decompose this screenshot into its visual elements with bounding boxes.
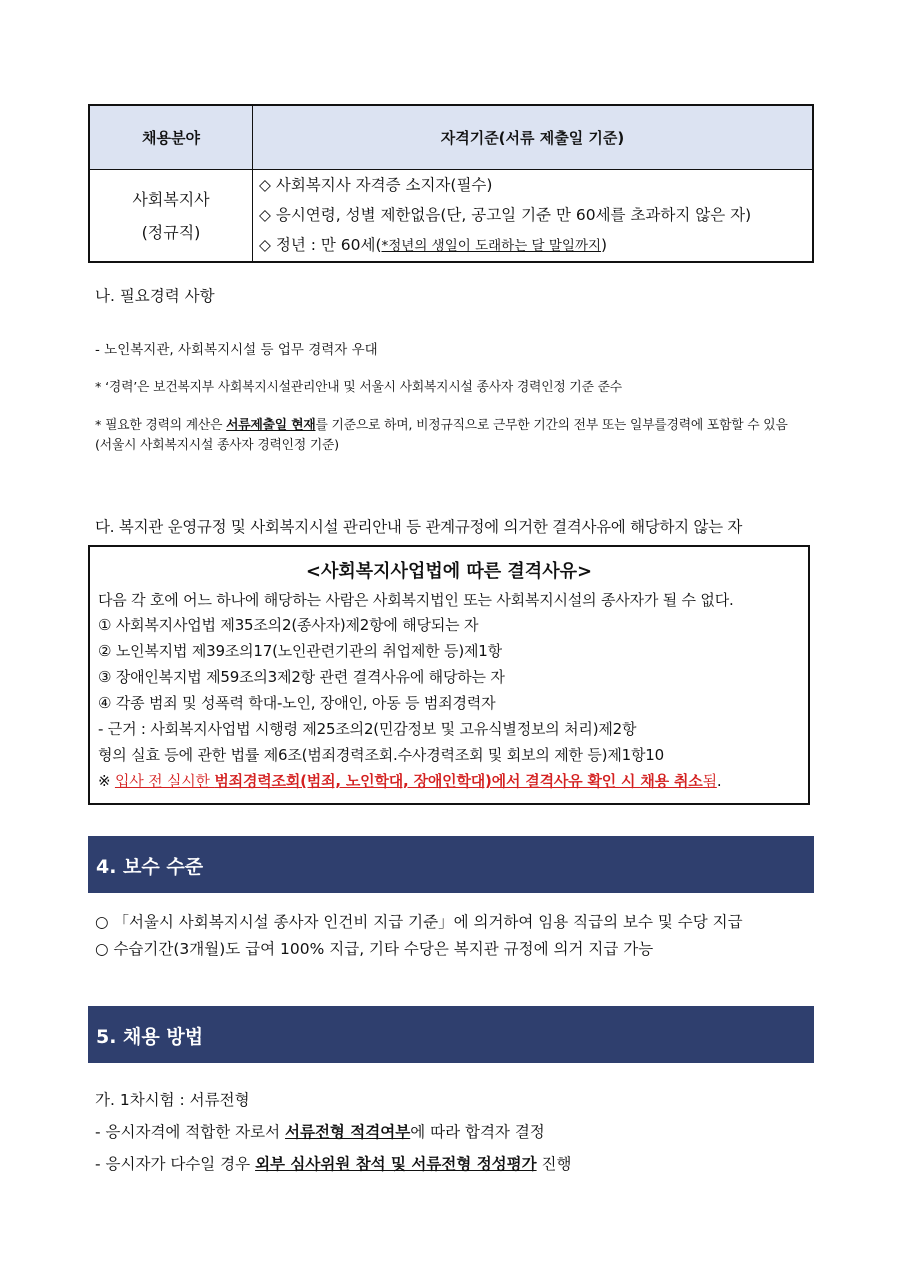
field-name: 사회복지사 (132, 189, 210, 209)
field-type: (정규직) (141, 222, 201, 242)
section-da-title: 다. 복지관 운영규정 및 사회복지시설 관리안내 등 관계규정에 의거한 결격사유에 해당하지 않는 자 (95, 518, 743, 536)
qualification-table (88, 104, 814, 263)
criteria-line-3 (253, 230, 812, 261)
disqualification-basis-2: 형의 실효 등에 관한 법률 제6조(범죄경력조회.수사경력조회 및 회보의 제한 등)제1항10 (98, 746, 664, 764)
section-4-title: 4. 보수 수준 (96, 856, 204, 878)
section-na-note-2 (95, 414, 788, 433)
warning-period: . (716, 772, 722, 790)
table-header-row (89, 105, 813, 170)
note-2-suffix: 를 기준으로 하며, 비정규직으로 근무한 기간의 전부 또는 일부를경력에 포함할 수 있음 (315, 418, 788, 433)
line-2-prefix: - 응시자격에 적합한 자로서 (95, 1123, 286, 1141)
warning-mark: ※ (98, 772, 115, 790)
criteria-line-2: ◇ 응시연령, 성별 제한없음(단, 공고일 기준 만 60세를 초과하지 않은 자) (259, 206, 752, 224)
warning-text-2: 범죄경력조회(범죄, 노인학대, 장애인학대)에서 결격사유 확인 시 채용 취소 (214, 772, 703, 790)
section-4-banner (88, 836, 814, 893)
criteria-3-suffix: ) (601, 236, 608, 254)
line-3-prefix: - 응시자가 다수일 경우 (95, 1155, 256, 1173)
section-5-line-2 (95, 1120, 545, 1142)
disqualification-item-4: ④ 각종 범죄 및 성폭력 학대-노인, 장애인, 아동 등 범죄경력자 (98, 694, 496, 712)
section-na-note-1: * ‘경력’은 보건복지부 사회복지시설관리안내 및 서울시 사회복지시설 종사자 경력인정 기준 준수 (95, 380, 622, 395)
note-2-prefix: * 필요한 경력의 계산은 (95, 418, 227, 433)
table-row (89, 170, 813, 263)
section-5-banner (88, 1006, 814, 1063)
header-criteria: 자격기준(서류 제출일 기준) (253, 105, 814, 170)
criteria-3-prefix: ◇ 정년 : 만 60세( (259, 236, 382, 254)
section-na-line-1: - 노인복지관, 사회복지시설 등 업무 경력자 우대 (95, 342, 378, 358)
section-na-note-3: (서울시 사회복지시설 종사자 경력인정 기준) (95, 438, 339, 453)
disqualification-basis-1: - 근거 : 사회복지사업법 시행령 제25조의2(민감정보 및 고유식별정보의 처리)제2항 (98, 720, 637, 738)
criteria-line-1: ◇ 사회복지사 자격증 소지자(필수) (259, 176, 493, 194)
note-2-bold: 서류제출일 현재 (226, 418, 316, 433)
disqualification-item-3: ③ 장애인복지법 제59조의3제2항 관련 결격사유에 해당하는 자 (98, 668, 505, 686)
criteria-cell (253, 170, 814, 263)
section-na-title: 나. 필요경력 사항 (95, 287, 215, 305)
retirement-note: *정년의 생일이 도래하는 달 말일까지 (381, 238, 602, 254)
section-4-line-1: ○ 「서울시 사회복지시설 종사자 인건비 지급 기준」에 의거하여 임용 직급의 보수 및 수당 지급 (95, 913, 743, 931)
disqualification-intro: 다음 각 호에 어느 하나에 해당하는 사람은 사회복지법인 또는 사회복지시설의 종사자가 될 수 없다. (98, 591, 734, 609)
line-2-bold: 서류전형 적격여부 (285, 1123, 411, 1141)
section-5-title: 5. 채용 방법 (96, 1026, 204, 1048)
line-3-bold: 외부 심사위원 참석 및 서류전형 정성평가 (255, 1155, 537, 1173)
disqualification-warning (98, 770, 721, 791)
disqualification-item-1: ① 사회복지사업법 제35조의2(종사자)제2항에 해당되는 자 (98, 616, 479, 634)
header-field: 채용분야 (89, 105, 253, 170)
section-5-line-1: 가. 1차시험 : 서류전형 (95, 1091, 250, 1109)
line-3-suffix: 진행 (536, 1155, 572, 1173)
disqualification-title: <사회복지사업법에 따른 결격사유> (305, 561, 593, 582)
disqualification-box (88, 545, 810, 805)
disqualification-item-2: ② 노인복지법 제39조의17(노인관련기관의 취업제한 등)제1항 (98, 642, 502, 660)
warning-text-3: 됨 (702, 772, 717, 790)
line-2-suffix: 에 따라 합격자 결정 (410, 1123, 545, 1141)
field-cell (89, 170, 253, 263)
section-4-line-2: ○ 수습기간(3개월)도 급여 100% 지급, 기타 수당은 복지관 규정에 의거 지급 가능 (95, 940, 654, 958)
warning-text-1: 입사 전 실시한 (114, 772, 215, 790)
section-5-line-3 (95, 1152, 571, 1174)
